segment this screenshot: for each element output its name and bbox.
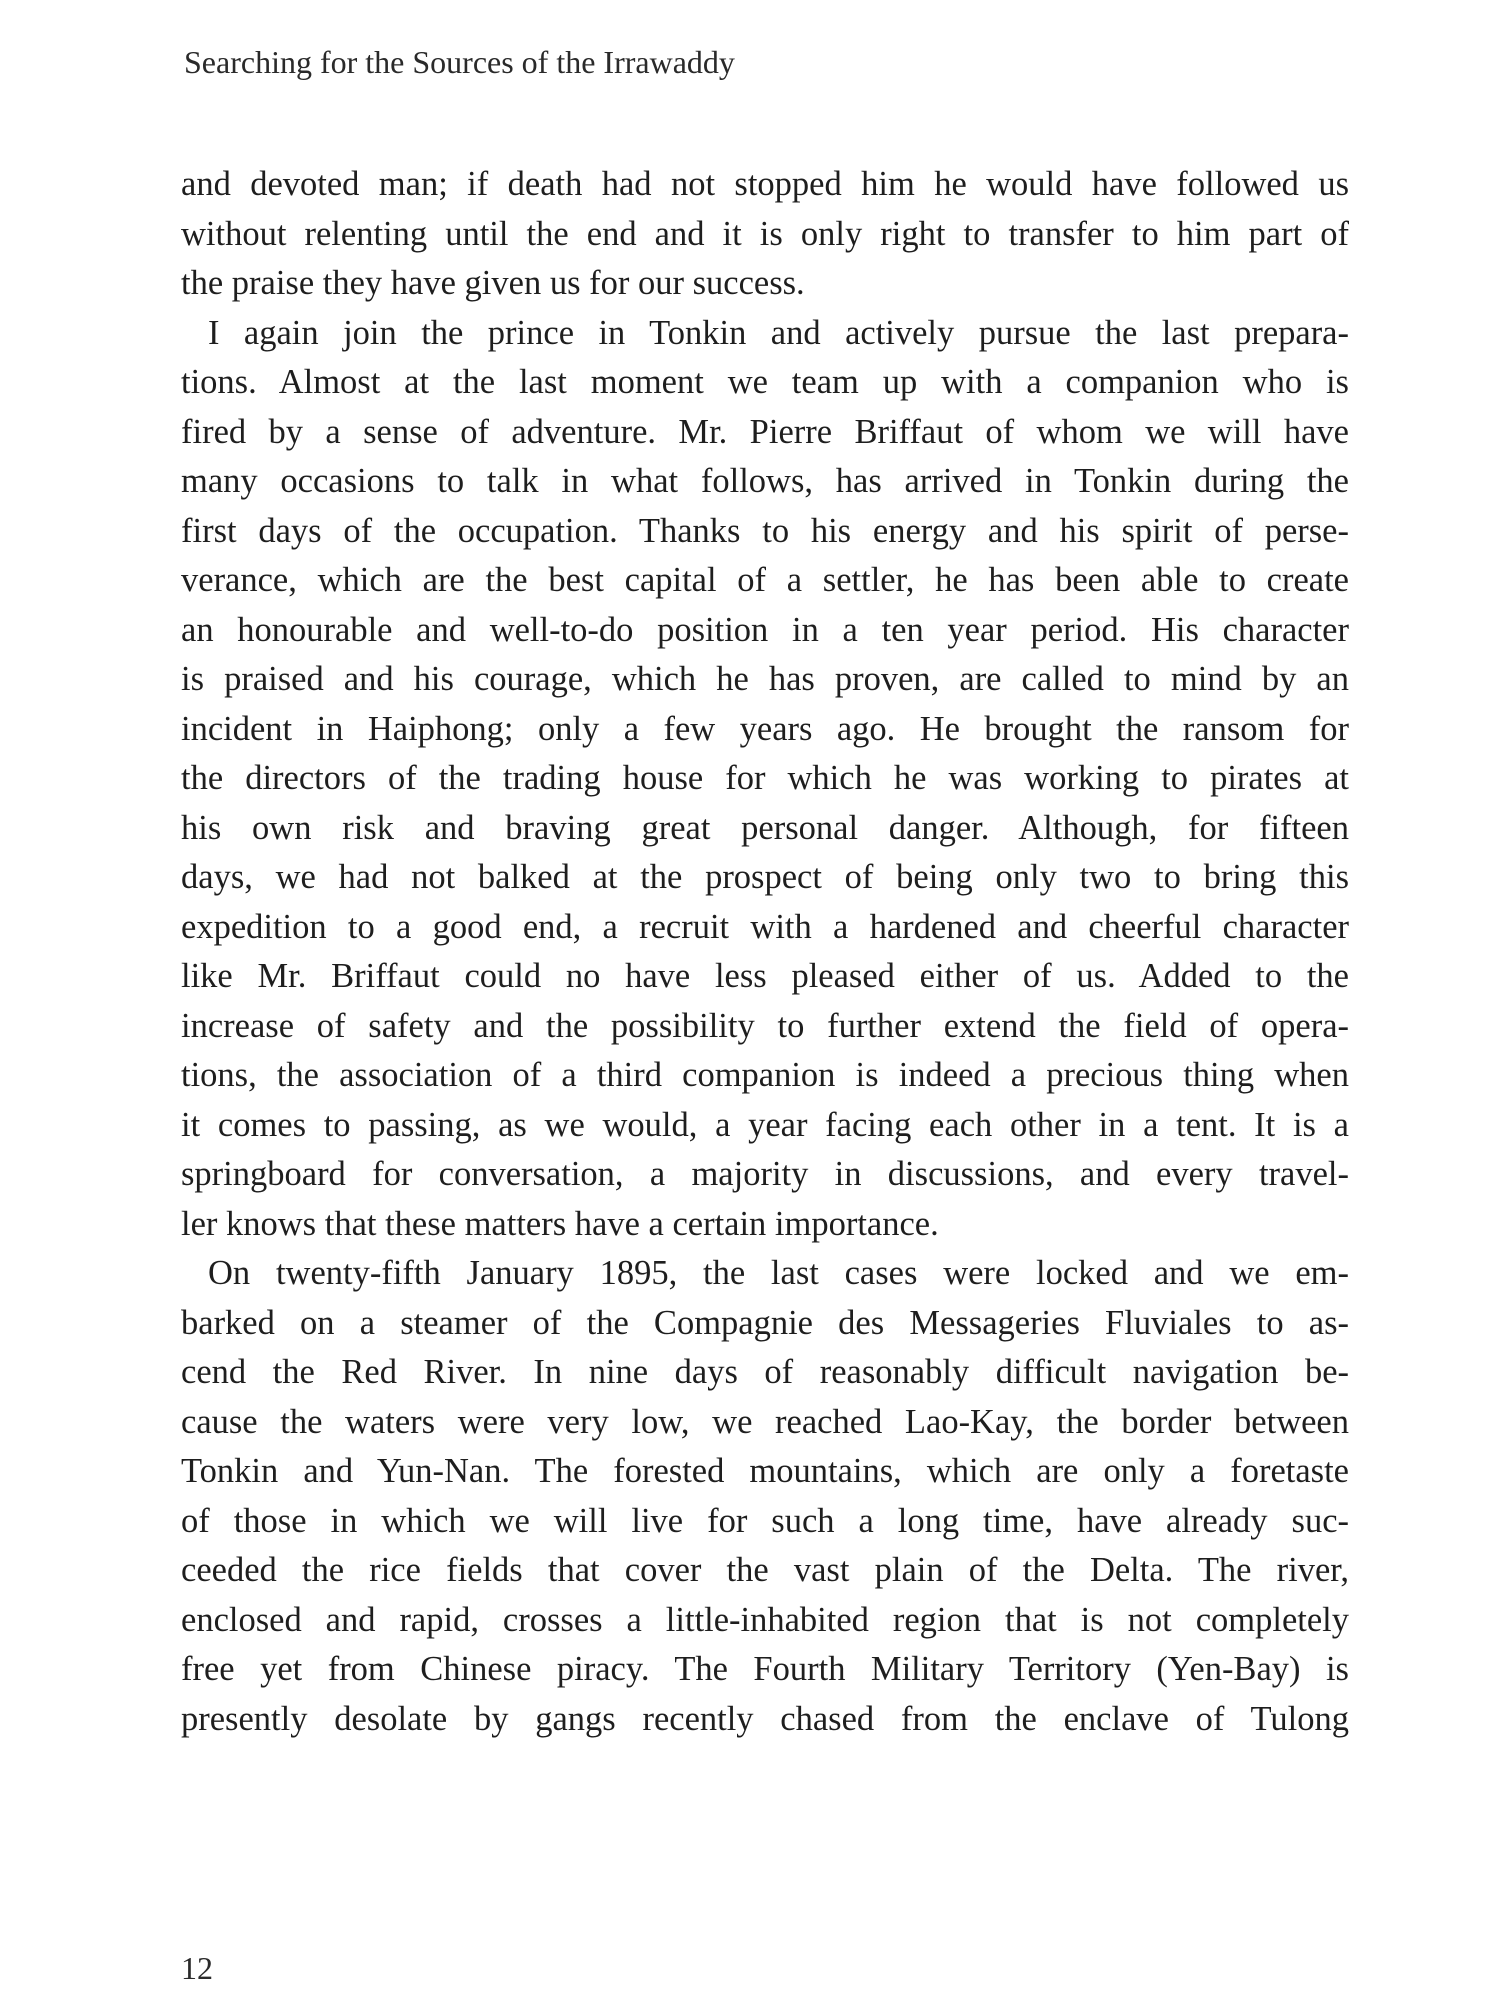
text-line: expedition to a good end, a recruit with a hardened and cheerful character: [181, 907, 1349, 946]
text-line: fired by a sense of adventure. Mr. Pierre Briffaut of whom we will have: [181, 412, 1349, 451]
text-line: incident in Haiphong; only a few years ago. He brought the ransom for: [181, 709, 1349, 748]
text-line: increase of safety and the possibility to further extend the field of opera-: [181, 1006, 1349, 1045]
text-line: an honourable and well-to-do position in a ten year period. His character: [181, 610, 1349, 649]
text-line: On twenty-fifth January 1895, the last cases were locked and we em-: [208, 1254, 1349, 1292]
text-line: is praised and his courage, which he has proven, are called to mind by an: [181, 660, 1349, 698]
paragraph: [181, 160, 1349, 309]
text-line: like Mr. Briffaut could no have less pleased either of us. Added to the: [181, 957, 1349, 995]
text-line: the praise they have given us for our success.: [181, 264, 805, 302]
text-line: ler knows that these matters have a certain importance.: [181, 1204, 939, 1243]
text-line: many occasions to talk in what follows, has arrived in Tonkin during the: [181, 462, 1349, 500]
text-line: and devoted man; if death had not stopped him he would have followed us: [181, 165, 1349, 203]
text-line: I again join the prince in Tonkin and actively pursue the last prepara-: [208, 313, 1349, 352]
text-line: barked on a steamer of the Compagnie des Messageries Fluviales to as-: [181, 1303, 1349, 1342]
text-line: tions, the association of a third companion is indeed a precious thing when: [181, 1056, 1349, 1094]
text-line: enclosed and rapid, crosses a little-inhabited region that is not completely: [181, 1600, 1349, 1639]
paragraph: [181, 1249, 1349, 1744]
paragraph: [181, 309, 1349, 1250]
text-line: days, we had not balked at the prospect of being only two to bring this: [181, 858, 1349, 896]
text-line: his own risk and braving great personal danger. Although, for fifteen: [181, 808, 1349, 847]
running-head-title: Searching for the Sources of the Irrawaddy: [184, 44, 735, 80]
body-text: [181, 160, 1349, 1744]
text-line: cend the Red River. In nine days of reasonably difficult navigation be-: [181, 1353, 1349, 1391]
text-line: of those in which we will live for such a long time, have already suc-: [181, 1501, 1349, 1540]
text-line: presently desolate by gangs recently chased from the enclave of Tulong: [181, 1699, 1349, 1738]
text-line: springboard for conversation, a majority in discussions, and every travel-: [181, 1155, 1349, 1193]
text-line: free yet from Chinese piracy. The Fourth Military Territory (Yen-Bay) is: [181, 1650, 1349, 1688]
page-number: 12: [181, 1950, 213, 1986]
text-line: first days of the occupation. Thanks to his energy and his spirit of perse-: [181, 511, 1349, 550]
text-line: the directors of the trading house for which he was working to pirates at: [181, 759, 1349, 797]
text-line: without relenting until the end and it is only right to transfer to him part of: [181, 214, 1349, 253]
text-line: tions. Almost at the last moment we team up with a companion who is: [181, 363, 1349, 401]
text-line: cause the waters were very low, we reached Lao-Kay, the border between: [181, 1402, 1349, 1441]
text-line: Tonkin and Yun-Nan. The forested mountains, which are only a foretaste: [181, 1452, 1349, 1490]
text-line: ceeded the rice fields that cover the vast plain of the Delta. The river,: [181, 1551, 1349, 1589]
text-line: it comes to passing, as we would, a year facing each other in a tent. It is a: [181, 1105, 1349, 1144]
text-line: verance, which are the best capital of a settler, he has been able to create: [181, 561, 1349, 599]
